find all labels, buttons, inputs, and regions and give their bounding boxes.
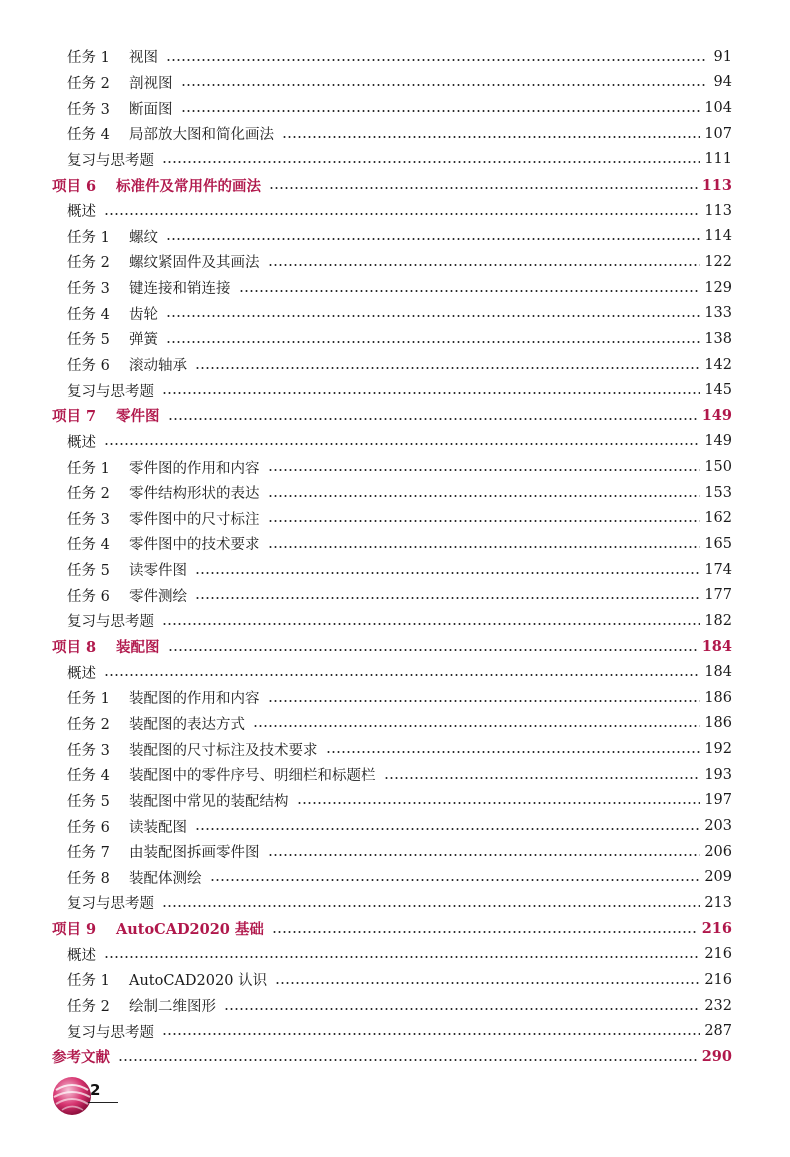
toc-entry-label [67,277,235,298]
toc-entry[interactable] [0,890,790,916]
toc-entry-page: 216 [704,971,732,988]
toc-entry-page: 107 [704,125,732,142]
toc-entry[interactable] [0,557,790,583]
toc-entry-title: 装配体测绘 [129,870,202,887]
dot-leader [253,725,700,727]
toc-entry-number: 任务 2 [67,255,110,272]
toc-entry-number: 任务 6 [67,588,110,605]
toc-entry[interactable] [0,70,790,96]
toc-entry-number: 任务 3 [67,511,110,528]
toc-entry[interactable] [0,941,790,967]
toc-entry[interactable] [0,685,790,711]
dot-leader [224,1008,700,1010]
toc-entry-number: 任务 4 [67,306,110,323]
toc-entry-number: 任务 4 [67,127,110,144]
toc-entry-title: 参考文献 [52,1049,110,1067]
toc-entry-page: 203 [704,818,732,835]
toc-entry-number: 任务 3 [67,281,110,298]
toc-entry-label [52,918,268,939]
toc-entry-title: 局部放大图和简化画法 [129,127,274,144]
toc-entry-label [67,995,220,1016]
dot-leader [168,418,698,420]
toc-entry[interactable] [0,44,790,70]
toc-entry[interactable] [0,147,790,173]
toc-entry-page: 206 [704,843,732,860]
toc-entry-page: 149 [701,407,732,425]
dot-leader [384,777,701,779]
toc-entry-label [67,713,249,734]
toc-entry-label [67,354,191,375]
toc-entry-number: 任务 3 [67,742,110,759]
toc-entry-label [67,251,264,272]
toc-entry-number: 任务 1 [67,691,110,708]
toc-entry-number: 任务 3 [67,101,110,118]
toc-entry-title: 绘制二维图形 [129,999,216,1016]
toc-entry-number: 项目 7 [52,408,97,426]
toc-entry-number: 任务 4 [67,537,110,554]
toc-entry-label [67,790,293,811]
dot-leader [162,392,700,394]
toc-entry[interactable] [0,788,790,814]
toc-entry[interactable] [0,429,790,455]
toc-entry[interactable] [0,531,790,557]
toc-entry[interactable] [0,582,790,608]
dot-leader [166,59,706,61]
toc-entry-page: 153 [704,484,732,501]
toc-entry-title: 装配图的表达方式 [129,716,245,733]
toc-entry[interactable] [0,865,790,891]
toc-entry-number: 任务 6 [67,358,110,374]
dot-leader [210,879,701,881]
toc-entry-title: 复习与思考题 [67,1024,154,1041]
toc-entry-title: 零件结构形状的表达 [129,486,260,503]
dot-leader [297,802,701,804]
toc-entry-title: 标准件及常用件的画法 [116,177,261,195]
toc-entry-page: 209 [704,869,732,886]
toc-entry-label [67,969,271,990]
toc-entry-label [52,405,164,426]
toc-entry-label [67,944,100,965]
dot-leader [166,315,700,317]
dot-leader [269,187,698,189]
toc-entry-number: 任务 5 [67,793,110,810]
toc-entry-title: 齿轮 [129,306,158,323]
dot-leader [195,597,700,599]
toc-entry-title: 螺纹紧固件及其画法 [129,255,260,272]
toc-entry-title: 剖视图 [129,75,173,92]
toc-entry-title: 由装配图拆画零件图 [129,845,260,862]
toc-entry-label [67,559,191,580]
dot-leader [162,905,700,907]
toc-entry-number: 任务 2 [67,716,110,733]
dot-leader [118,1059,698,1061]
dot-leader [181,110,701,112]
toc-entry-number: 任务 1 [67,229,110,246]
toc-entry-page: 216 [701,920,732,938]
toc-entry[interactable] [0,659,790,685]
toc-entry-title: 概述 [67,434,96,451]
toc-entry-label [67,226,162,247]
toc-entry-label [67,662,100,683]
dot-leader [268,495,701,497]
toc-chapter-entry[interactable] [0,403,790,429]
toc-entry-title: 零件图中的尺寸标注 [129,511,260,528]
dot-leader [268,700,701,702]
toc-entry-page: 114 [704,228,732,245]
dot-leader [104,213,700,215]
toc-entry-label [67,98,177,119]
toc-entry-title: 装配图的尺寸标注及技术要求 [129,742,318,759]
toc-entry-page: 174 [704,561,732,578]
dot-leader [239,290,701,292]
toc-entry-page: 186 [704,689,732,706]
toc-entry-page: 149 [704,433,732,450]
dot-leader [168,649,698,651]
toc-entry-page: 213 [704,894,732,911]
toc-entry-page: 122 [704,253,732,270]
toc-entry-label [67,585,191,606]
toc-entry-label [67,764,380,785]
toc-entry-title: 弹簧 [129,332,158,349]
dot-leader [272,931,698,933]
toc-entry-label [67,739,322,760]
toc-entry-title: 复习与思考题 [67,896,154,913]
toc-entry[interactable] [0,121,790,147]
toc-entry-page: 150 [704,459,732,476]
dot-leader [166,238,700,240]
toc-entry-label [67,508,264,529]
toc-entry-title: 零件图中的技术要求 [129,537,260,554]
toc-entry[interactable] [0,377,790,403]
toc-entry-label [67,533,264,554]
toc-entry-number: 任务 4 [67,768,110,785]
dot-leader [195,828,700,830]
toc-entry-page: 184 [704,664,732,681]
dot-leader [268,264,701,266]
toc-entry-number: 任务 2 [67,75,110,92]
toc-entry-title: 读装配图 [129,819,187,836]
toc-entry-label [52,636,164,657]
toc-entry-page: 193 [704,766,732,783]
toc-entry-label [67,457,264,478]
toc-entry-label [67,816,191,837]
toc-entry-page: 142 [704,356,732,373]
page-number-underline [88,1102,118,1103]
toc-entry-title: 装配图中常见的装配结构 [129,793,289,810]
toc-entry[interactable] [0,326,790,352]
dot-leader [268,469,701,471]
dot-leader [166,341,700,343]
toc-entry[interactable] [0,813,790,839]
toc-entry-page: 216 [704,946,732,963]
toc-entry[interactable] [0,711,790,737]
toc-entry[interactable] [0,300,790,326]
toc-chapter-entry[interactable] [0,172,790,198]
toc-entry[interactable] [0,95,790,121]
toc-entry[interactable] [0,762,790,788]
toc-entry[interactable] [0,454,790,480]
toc-entry-page: 197 [704,792,732,809]
toc-entry-title: 读零件图 [129,563,187,580]
page-footer [50,1070,130,1120]
toc-entry-number: 任务 1 [67,973,110,990]
toc-entry[interactable] [0,993,790,1019]
decorative-sphere-icon [50,1070,94,1120]
toc-entry[interactable] [0,608,790,634]
toc-entry[interactable] [0,1018,790,1044]
dot-leader [104,674,700,676]
toc-entry-page: 145 [704,382,732,399]
toc-entry-title: 装配图中的零件序号、明细栏和标题栏 [129,768,376,785]
toc-entry-label [67,200,100,221]
dot-leader [162,623,700,625]
toc-entry[interactable] [0,506,790,532]
toc-entry-title: 视图 [129,50,158,67]
toc-entry-title: 滚动轴承 [129,358,187,374]
toc-entry-page: 111 [704,151,732,168]
toc-entry-number: 任务 2 [67,486,110,503]
toc-entry[interactable] [0,275,790,301]
toc-entry-number: 任务 6 [67,819,110,836]
toc-entry[interactable] [0,352,790,378]
dot-leader [162,1033,700,1035]
toc-entry-page: 94 [713,74,732,91]
toc-entry-page: 184 [701,638,732,656]
toc-entry-label [67,303,162,324]
dot-leader [326,751,701,753]
toc-entry-title: 断面图 [129,101,173,118]
toc-entry-page: 287 [704,1023,732,1040]
toc-entry[interactable] [0,249,790,275]
toc-entry[interactable] [0,736,790,762]
toc-entry-page: 232 [704,997,732,1014]
toc-entry-page: 192 [704,741,732,758]
toc-entry-title: 零件图的作用和内容 [129,460,260,477]
toc-entry-number: 任务 7 [67,845,110,862]
toc-entry-label [67,149,158,170]
dot-leader [268,546,701,548]
toc-entry-title: 复习与思考题 [67,614,154,631]
toc-entry-number: 任务 8 [67,870,110,887]
toc-entry-title: 复习与思考题 [67,383,154,400]
toc-entry-title: 螺纹 [129,229,158,246]
toc-entry-label [67,687,264,708]
dot-leader [181,84,707,86]
toc-entry-number: 项目 9 [52,921,97,939]
toc-entry-page: 138 [704,330,732,347]
toc-entry-label [52,175,265,196]
dot-leader [162,161,700,163]
toc-entry-label [67,123,278,144]
dot-leader [268,854,701,856]
toc-chapter-entry[interactable] [0,1044,790,1070]
dot-leader [195,572,700,574]
toc-entry-page: 129 [704,279,732,296]
toc-entry-label [67,610,158,631]
toc-entry-title: 复习与思考题 [67,152,154,169]
toc-entry[interactable] [0,967,790,993]
dot-leader [104,443,700,445]
toc-chapter-entry[interactable] [0,916,790,942]
toc-entry-number: 项目 6 [52,177,97,195]
toc-entry-title: 装配图 [116,639,160,657]
toc-entry-page: 290 [701,1048,732,1066]
page-number: 2 [90,1081,101,1099]
toc-entry[interactable] [0,480,790,506]
dot-leader [282,136,700,138]
toc-entry-page: 165 [704,535,732,552]
toc-entry-number: 任务 5 [67,563,110,580]
toc-entry-title: 零件图 [116,408,160,426]
toc-entry-page: 113 [701,176,732,194]
toc-entry-number: 项目 8 [52,639,97,657]
toc-entry-label [52,1046,114,1067]
toc-entry-label [67,892,158,913]
dot-leader [268,520,701,522]
toc-entry[interactable] [0,839,790,865]
toc-entry-label [67,328,162,349]
toc-chapter-entry[interactable] [0,634,790,660]
toc-entry-label [67,72,177,93]
toc-entry-label [67,46,162,67]
toc-entry-label [67,431,100,452]
toc-entry-page: 177 [704,587,732,604]
toc-entry-title: 装配图的作用和内容 [129,691,260,708]
toc-entry-page: 91 [713,48,732,65]
toc-entry-title: 零件测绘 [129,588,187,605]
toc-entry-label [67,1021,158,1042]
toc-entry-label [67,867,206,888]
toc-entry-page: 113 [704,202,732,219]
toc-entry-title: AutoCAD2020 认识 [129,973,268,990]
toc-entry-page: 104 [704,100,732,117]
toc-entry[interactable] [0,223,790,249]
toc-entry-number: 任务 1 [67,460,110,477]
toc-entry-title: AutoCAD2020 基础 [116,921,264,939]
toc-entry-label [67,380,158,401]
table-of-contents [0,44,790,1070]
toc-entry-number: 任务 2 [67,999,110,1016]
toc-entry-label [67,841,264,862]
toc-entry[interactable] [0,198,790,224]
toc-entry-page: 182 [704,612,732,629]
dot-leader [195,367,700,369]
toc-entry-title: 概述 [67,947,96,964]
toc-entry-number: 任务 5 [67,332,110,349]
dot-leader [275,982,700,984]
toc-entry-page: 162 [704,510,732,527]
toc-entry-page: 133 [704,305,732,322]
toc-entry-page: 186 [704,715,732,732]
dot-leader [104,956,700,958]
toc-entry-title: 概述 [67,665,96,682]
toc-entry-title: 键连接和销连接 [129,281,231,298]
toc-entry-label [67,482,264,503]
toc-entry-number: 任务 1 [67,50,110,67]
toc-entry-title: 概述 [67,204,96,221]
